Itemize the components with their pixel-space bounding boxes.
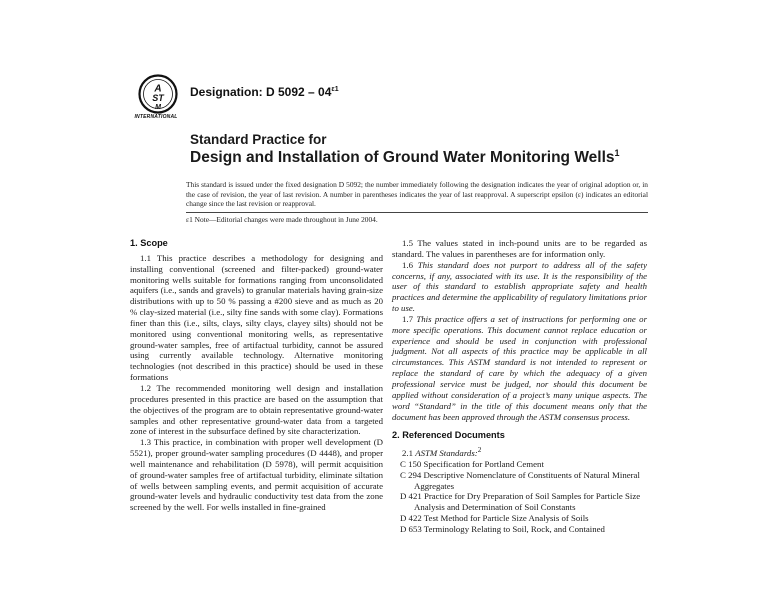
title-line-1: Standard Practice for: [190, 132, 327, 147]
svg-text:ST: ST: [152, 93, 164, 103]
paragraph-1-7-number: 1.7: [402, 313, 413, 324]
reference-item: C 294 Descriptive Nomenclature of Constituents of Natural Mineral Aggregates: [400, 469, 640, 491]
astm-standards-subheading: [392, 445, 647, 459]
svg-text:M: M: [155, 104, 161, 111]
referenced-documents-heading: 2. Referenced Documents: [392, 430, 505, 441]
paragraph-1-3: 1.3 This practice, in combination with proper well development (D 5521), proper ground-water sampling procedures (D 4448), and proper well maintenance and rehabilitation (D 5978), will permit acquisition of ground-water samples free of artifactual turbidity, eliminate siltation of wells between sampling events, and permit acquisition of accurate ground-water levels and hydraulic conductivity test data from the zone screened by the well. For wells installed in fine-grained: [130, 437, 383, 513]
paragraph-1-7-text: This practice offers a set of instructions for performing one or more specific operations. This document cannot replace education or experience and should be used in conjunction with professional judgment. Not all aspects of this practice may be applicable in all circumstances. This ASTM standard is not intended to represent or replace the standard of care by which the adequacy of a given professional service must be judged, nor should this document be applied without consideration of a project’s many unique aspects. The word “Standard” in the title of this document means only that the document has been approved through the ASTM consensus process.: [392, 313, 647, 422]
designation-superscript: ε1: [331, 86, 339, 93]
paragraph-1-2: 1.2 The recommended monitoring well design and installation procedures presented in this practice are based on the assumption that the objectives of the program are to obtain representative ground-water samples and other representative ground-water data from a targeted zone of interest in the subsurface defined by site characterization.: [130, 382, 383, 437]
paragraph-1-6: [392, 260, 647, 314]
subsection-number: 2.1: [402, 448, 413, 459]
designation: [190, 85, 339, 99]
astm-logo: [134, 74, 178, 122]
title-text: Design and Installation of Ground Water Monitoring Wells: [190, 149, 615, 167]
reference-item: D 653 Terminology Relating to Soil, Rock, and Contained: [400, 524, 605, 535]
paragraph-1-7: [392, 314, 647, 422]
paragraph-1-5: 1.5 The values stated in inch-pound units are to be regarded as standard. The values in parentheses are for information only.: [392, 238, 647, 259]
subsection-footnote: 2: [477, 445, 482, 455]
paragraph-1-1: 1.1 This practice describes a methodology for designing and installing conventional (screened and filter-packed) ground-water monitoring wells suitable for formations ranging from unconsolidated aquifers (i.e., sands and gravels) to granular materials having grain-size distributions with up to 50 % passing a #200 sieve and as much as 20 % clay-sized material (i.e., silty fine sands with some clay). Formations finer than this (i.e., silts, clays, silty clays, clayey silts) should not be monitored using conventional monitoring wells, as representative ground-water samples, free of artifactual turbidity, cannot be assured using currently available technology. Alternative monitoring technologies (not described in this practice) should be used in these formations: [130, 252, 383, 383]
astm-logo-icon: [138, 74, 178, 114]
title-line-2: [190, 148, 620, 167]
left-column: [130, 238, 383, 513]
reference-item: C 150 Specification for Portland Cement: [400, 458, 544, 469]
logo-caption: INTERNATIONAL: [134, 114, 178, 120]
subsection-label: ASTM Standards:: [415, 448, 478, 459]
issuance-statement: This standard is issued under the fixed designation D 5092; the number immediately following the designation indicates the year of original adoption or, in the case of revision, the year of last revision. A number in parentheses indicates the year of last reapproval. A superscript epsilon (ε) indicates an editorial change since the last revision or reapproval.: [186, 180, 648, 209]
right-column: [392, 238, 647, 535]
paragraph-1-6-text: This standard does not purport to address all of the safety concerns, if any, associated with its use. It is the responsibility of the user of this standard to establish appropriate safety and health practices and determine the applicability of regulatory limitations prior to use.: [392, 259, 648, 314]
editorial-note: ε1 Note—Editorial changes were made throughout in June 2004.: [186, 212, 648, 224]
designation-text: Designation: D 5092 – 04: [190, 85, 332, 99]
reference-item: D 422 Test Method for Particle Size Analysis of Soils: [400, 513, 589, 524]
title-footnote: 1: [614, 148, 620, 158]
svg-text:A: A: [154, 83, 162, 95]
paragraph-1-6-number: 1.6: [402, 259, 413, 270]
scope-heading: 1. Scope: [130, 238, 168, 248]
reference-item: D 421 Practice for Dry Preparation of Soil Samples for Particle Size Analysis and Determination of Soil Constants: [400, 491, 641, 513]
